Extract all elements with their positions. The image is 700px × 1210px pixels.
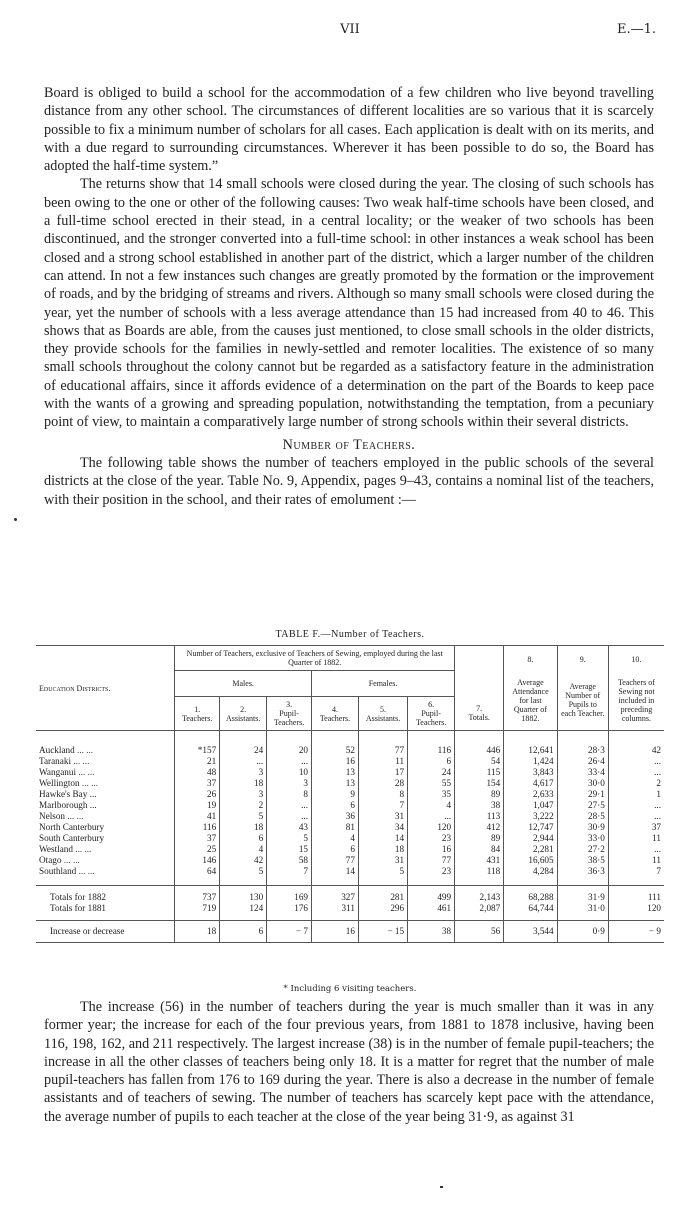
table-cell: 4 (312, 833, 359, 844)
table-cell: 327 (312, 886, 359, 904)
district-name: Wellington ... ... (39, 778, 98, 788)
column-header: 4. Teachers. (312, 697, 359, 731)
table-cell: 1 (608, 789, 664, 800)
table-cell: 30·9 (557, 822, 608, 833)
table-cell: 29·1 (557, 789, 608, 800)
district-name: Southland ... ... (39, 866, 95, 876)
table-cell: 23 (408, 866, 455, 886)
table-cell: 18 (220, 778, 267, 789)
column-header-attendance: Average Attendance for last Quarter of 1882. (504, 671, 557, 731)
paragraph: The increase (56) in the number of teachers during the year is much smaller than it was in any former year; the increase for each of the four previous years, from 1881 to 1878 inclusive, having been 116, 198, 162, and 211 respectively. The largest increase (38) is in the number of female pupil-teachers; the increase in all the other classes of teachers being only 18. It is a matter for regret that the number of male pupil-teachers has fallen from 176 to 169 during the year. There is also a decrease in the number of female assistants and of teachers of sewing. The number of teachers has scarcely kept pace with the attendance, the average number of pupils to each teacher at the close of the year being 31·9, as against 31 (44, 999, 654, 1125)
table-cell: 21 (175, 756, 220, 767)
district-name: Increase or decrease (50, 926, 125, 936)
table-cell: 28 (358, 778, 407, 789)
table-row (36, 811, 664, 822)
table-cell: 14 (312, 866, 359, 886)
table-cell: ... (608, 767, 664, 778)
table-row (36, 866, 664, 886)
table-cell: 64 (175, 866, 220, 886)
table-cell: 115 (455, 767, 504, 778)
table-cell: 24 (408, 767, 455, 778)
table-title: TABLE F.—Number of Teachers. (275, 629, 425, 640)
table-cell: 116 (408, 731, 455, 757)
table-cell: 719 (175, 903, 220, 921)
table-cell: 412 (455, 822, 504, 833)
table-row (36, 855, 664, 866)
table-cell: 42 (608, 731, 664, 757)
table-cell: 31 (358, 855, 407, 866)
table-cell: 31 (358, 811, 407, 822)
table-cell: 446 (455, 731, 504, 757)
table-cell: 2 (220, 800, 267, 811)
table-body (36, 731, 664, 943)
table-cell: 176 (267, 903, 312, 921)
table-cell: 4 (408, 800, 455, 811)
table-cell: 89 (455, 789, 504, 800)
table-cell: 296 (358, 903, 407, 921)
table-cell: 30·0 (557, 778, 608, 789)
column-header-average: Average Number of Pupils to each Teacher. (557, 671, 608, 731)
table-cell: 4,284 (504, 866, 557, 886)
table-cell: 5 (267, 833, 312, 844)
paragraph: The returns show that 14 small schools were closed during the year. The closing of such schools has been owing to the one or other of the following causes: Two weak half-time schools have been closed, and a full-time school erected in their stead, in a central locality; or the weaker of two schools has been discontinued, and the stronger converted into a full-time school: in other instances a weak school has been closed and a strong school established in another part of the district, which a larger number of the children can attend. In not a few instances such changes are greatly promoted by the formation or the improvement of roads, and by the bridging of streams and rivers. Although so many small schools were closed during the year, yet the number of schools with a less average attendance than 15 had increased from 40 to 46. This shows that as Boards are able, from the causes just mentioned, to close small schools in the older districts, they provide schools for the families in newly-settled and remoter localities. The existence of so many small schools throughout the colony cannot but be regarded as a satisfactory feature in the administration of educational affairs, since it affords evidence of a determination on the part of the Boards to keep pace with the wants of a growing and spreading population, notwithstanding the temptation, from a pecuniary point of view, to maintain a comparatively large number of strong schools within their several districts. (44, 176, 654, 431)
table-cell: 25 (175, 844, 220, 855)
table-cell: 11 (608, 855, 664, 866)
table-cell: 77 (312, 855, 359, 866)
table-cell: 77 (358, 731, 407, 757)
table-cell: 431 (455, 855, 504, 866)
table-cell: 58 (267, 855, 312, 866)
table-cell: 10 (267, 767, 312, 778)
district-name: North Canterbury (39, 822, 105, 832)
table-cell: 20 (267, 731, 312, 757)
table-cell: 36·3 (557, 866, 608, 886)
table-cell: 499 (408, 886, 455, 904)
district-name: Nelson ... ... (39, 811, 84, 821)
table-cell: *157 (175, 731, 220, 757)
column-header-districts: Education Districts. (39, 683, 111, 693)
table-cell: 3 (220, 789, 267, 800)
table-row (36, 800, 664, 811)
table-cell: 13 (312, 767, 359, 778)
page-header (0, 22, 700, 42)
table-cell: 38·5 (557, 855, 608, 866)
page-number: VII (340, 22, 360, 37)
table-cell: 6 (312, 800, 359, 811)
totals-row (36, 903, 664, 921)
table-cell: 11 (358, 756, 407, 767)
district-name: Totals for 1882 (50, 892, 107, 902)
table-cell: 7 (358, 800, 407, 811)
table-cell: 146 (175, 855, 220, 866)
table-cell: 48 (175, 767, 220, 778)
table-cell: 120 (608, 903, 664, 921)
table-cell: 89 (455, 833, 504, 844)
table-cell: 16 (312, 921, 359, 943)
table-cell: 6 (220, 921, 267, 943)
table-cell: 64,744 (504, 903, 557, 921)
table-cell: 27·2 (557, 844, 608, 855)
difference-row (36, 921, 664, 943)
table-cell: 311 (312, 903, 359, 921)
table-cell: 31·0 (557, 903, 608, 921)
table-cell: 2,281 (504, 844, 557, 855)
table-cell: 154 (455, 778, 504, 789)
table-cell: 15 (267, 844, 312, 855)
table-row (36, 789, 664, 800)
table-cell: 68,288 (504, 886, 557, 904)
table-cell: 6 (220, 833, 267, 844)
table-row (36, 756, 664, 767)
table-cell: 461 (408, 903, 455, 921)
district-name: Taranaki ... ... (39, 756, 90, 766)
table-cell: 1,047 (504, 800, 557, 811)
table-cell: − 7 (267, 921, 312, 943)
table-cell: 54 (455, 756, 504, 767)
table-cell: 19 (175, 800, 220, 811)
table-cell: 84 (455, 844, 504, 855)
district-name: Otago ... ... (39, 855, 80, 865)
table-cell: 120 (408, 822, 455, 833)
column-header: 5. Assistants. (358, 697, 407, 731)
table-cell: ... (220, 756, 267, 767)
table-row (36, 822, 664, 833)
table-cell: 24 (220, 731, 267, 757)
table-cell: 130 (220, 886, 267, 904)
table-cell: 23 (408, 833, 455, 844)
table-cell: 37 (608, 822, 664, 833)
table-cell: 4,617 (504, 778, 557, 789)
table-cell: 26 (175, 789, 220, 800)
table-cell: 34 (358, 822, 407, 833)
table-cell: 737 (175, 886, 220, 904)
paragraph: The following table shows the number of teachers employed in the public schools of the several districts at the close of the year. Table No. 9, Appendix, pages 9–43, contains a nominal list of the teachers, with their position in the school, and their rates of emolument :— (44, 454, 654, 508)
section-title: Number of Teachers. (282, 436, 416, 453)
table-cell: 17 (358, 767, 407, 778)
table-cell: 52 (312, 731, 359, 757)
totals-row (36, 886, 664, 904)
table-cell: 6 (408, 756, 455, 767)
table-cell: 8 (267, 789, 312, 800)
table-cell: 35 (408, 789, 455, 800)
column-number: 9. (557, 646, 608, 671)
table-cell: 14 (358, 833, 407, 844)
table-cell: 3,222 (504, 811, 557, 822)
header-group: Number of Teachers, exclusive of Teachers of Sewing, employed during the last Quarter of 1882. (175, 646, 455, 671)
table-cell: 2,944 (504, 833, 557, 844)
column-header: 6. Pupil-Teachers. (408, 697, 455, 731)
table-cell: 118 (455, 866, 504, 886)
table-cell: ... (267, 800, 312, 811)
table-cell: 6 (312, 844, 359, 855)
column-header: 3. Pupil-Teachers. (267, 697, 312, 731)
table-row (36, 833, 664, 844)
table-cell: 28·3 (557, 731, 608, 757)
district-name: Marlborough ... (39, 800, 97, 810)
column-number: 10. (608, 646, 664, 671)
table-cell: 33·0 (557, 833, 608, 844)
table-row (36, 844, 664, 855)
district-name: Westland ... ... (39, 844, 92, 854)
table-cell: 7 (267, 866, 312, 886)
table-cell: 2 (608, 778, 664, 789)
table-cell: 2,633 (504, 789, 557, 800)
table-cell: 9 (312, 789, 359, 800)
table-cell: 2,143 (455, 886, 504, 904)
table-cell: 0·9 (557, 921, 608, 943)
table-cell: 26·4 (557, 756, 608, 767)
table-cell: 81 (312, 822, 359, 833)
page-mark (440, 1186, 443, 1188)
header-females: Females. (312, 671, 455, 697)
table-row (36, 731, 664, 757)
header-males: Males. (175, 671, 312, 697)
table-cell: 5 (358, 866, 407, 886)
table-cell: 11 (608, 833, 664, 844)
table-cell: 16 (408, 844, 455, 855)
table-cell: 16 (312, 756, 359, 767)
table-footnote: * Including 6 visiting teachers. (283, 984, 417, 994)
table-cell: 41 (175, 811, 220, 822)
table-cell: 8 (358, 789, 407, 800)
table-cell: 3 (220, 767, 267, 778)
column-header-sewing: Teachers of Sewing not included in preceding columns. (608, 671, 664, 731)
table-cell: 56 (455, 921, 504, 943)
table-cell: 116 (175, 822, 220, 833)
table-cell: 124 (220, 903, 267, 921)
table-cell: 28·5 (557, 811, 608, 822)
table-cell: ... (608, 811, 664, 822)
table-cell: 33·4 (557, 767, 608, 778)
district-name: Wanganui ... ... (39, 767, 95, 777)
table-cell: 5 (220, 866, 267, 886)
table-cell: − 15 (358, 921, 407, 943)
district-name: South Canterbury (39, 833, 105, 843)
table-cell: ... (267, 756, 312, 767)
body-text-bottom (44, 998, 654, 1126)
table-cell: ... (608, 800, 664, 811)
table-cell: 43 (267, 822, 312, 833)
margin-mark (14, 518, 17, 521)
table-cell: 37 (175, 778, 220, 789)
table-cell: 1,424 (504, 756, 557, 767)
table-cell: 12,747 (504, 822, 557, 833)
table-cell: 27·5 (557, 800, 608, 811)
table-cell: 31·9 (557, 886, 608, 904)
table-cell: 13 (312, 778, 359, 789)
column-header: 7. Totals. (455, 697, 504, 731)
paragraph: Board is obliged to build a school for the accommodation of a few children who live beyond travelling distance from any other school. The circumstances of different localities are so various that it is scarcely possible to fix a minimum number of scholars for all cases. Each application is dealt with on its merits, and with a due regard to surrounding circumstances. Wherever it has been possible to do so, the Board has adopted the half-time system.” (44, 85, 654, 175)
table-cell: 38 (408, 921, 455, 943)
table-cell: − 9 (608, 921, 664, 943)
district-name: Totals for 1881 (50, 903, 107, 913)
district-name: Auckland ... ... (39, 745, 94, 755)
table-cell: 3,544 (504, 921, 557, 943)
table-cell: 281 (358, 886, 407, 904)
teachers-table (36, 645, 664, 943)
column-header: 1. Teachers. (175, 697, 220, 731)
table-row (36, 778, 664, 789)
document-reference: E.—1. (616, 22, 656, 37)
table-cell: 5 (220, 811, 267, 822)
table-cell: 169 (267, 886, 312, 904)
table-cell: ... (267, 811, 312, 822)
table-cell: 55 (408, 778, 455, 789)
table-cell: 3 (267, 778, 312, 789)
district-name: Hawke's Bay ... (39, 789, 97, 799)
table-cell: 77 (408, 855, 455, 866)
body-text-top (44, 84, 654, 509)
table-cell: 3,843 (504, 767, 557, 778)
table-cell: 16,605 (504, 855, 557, 866)
table-cell: 18 (358, 844, 407, 855)
table-cell: ... (408, 811, 455, 822)
table-cell: ... (608, 756, 664, 767)
table-cell: 4 (220, 844, 267, 855)
table-cell: 18 (175, 921, 220, 943)
table-cell: ... (608, 844, 664, 855)
table-cell: 12,641 (504, 731, 557, 757)
table-cell: 42 (220, 855, 267, 866)
table-cell: 38 (455, 800, 504, 811)
table-row (36, 767, 664, 778)
table-cell: 7 (608, 866, 664, 886)
table-cell: 111 (608, 886, 664, 904)
table-cell: 2,087 (455, 903, 504, 921)
table-cell: 113 (455, 811, 504, 822)
column-number: 8. (504, 646, 557, 671)
table-cell: 37 (175, 833, 220, 844)
table-cell: 18 (220, 822, 267, 833)
column-header: 2. Assistants. (220, 697, 267, 731)
table-cell: 36 (312, 811, 359, 822)
